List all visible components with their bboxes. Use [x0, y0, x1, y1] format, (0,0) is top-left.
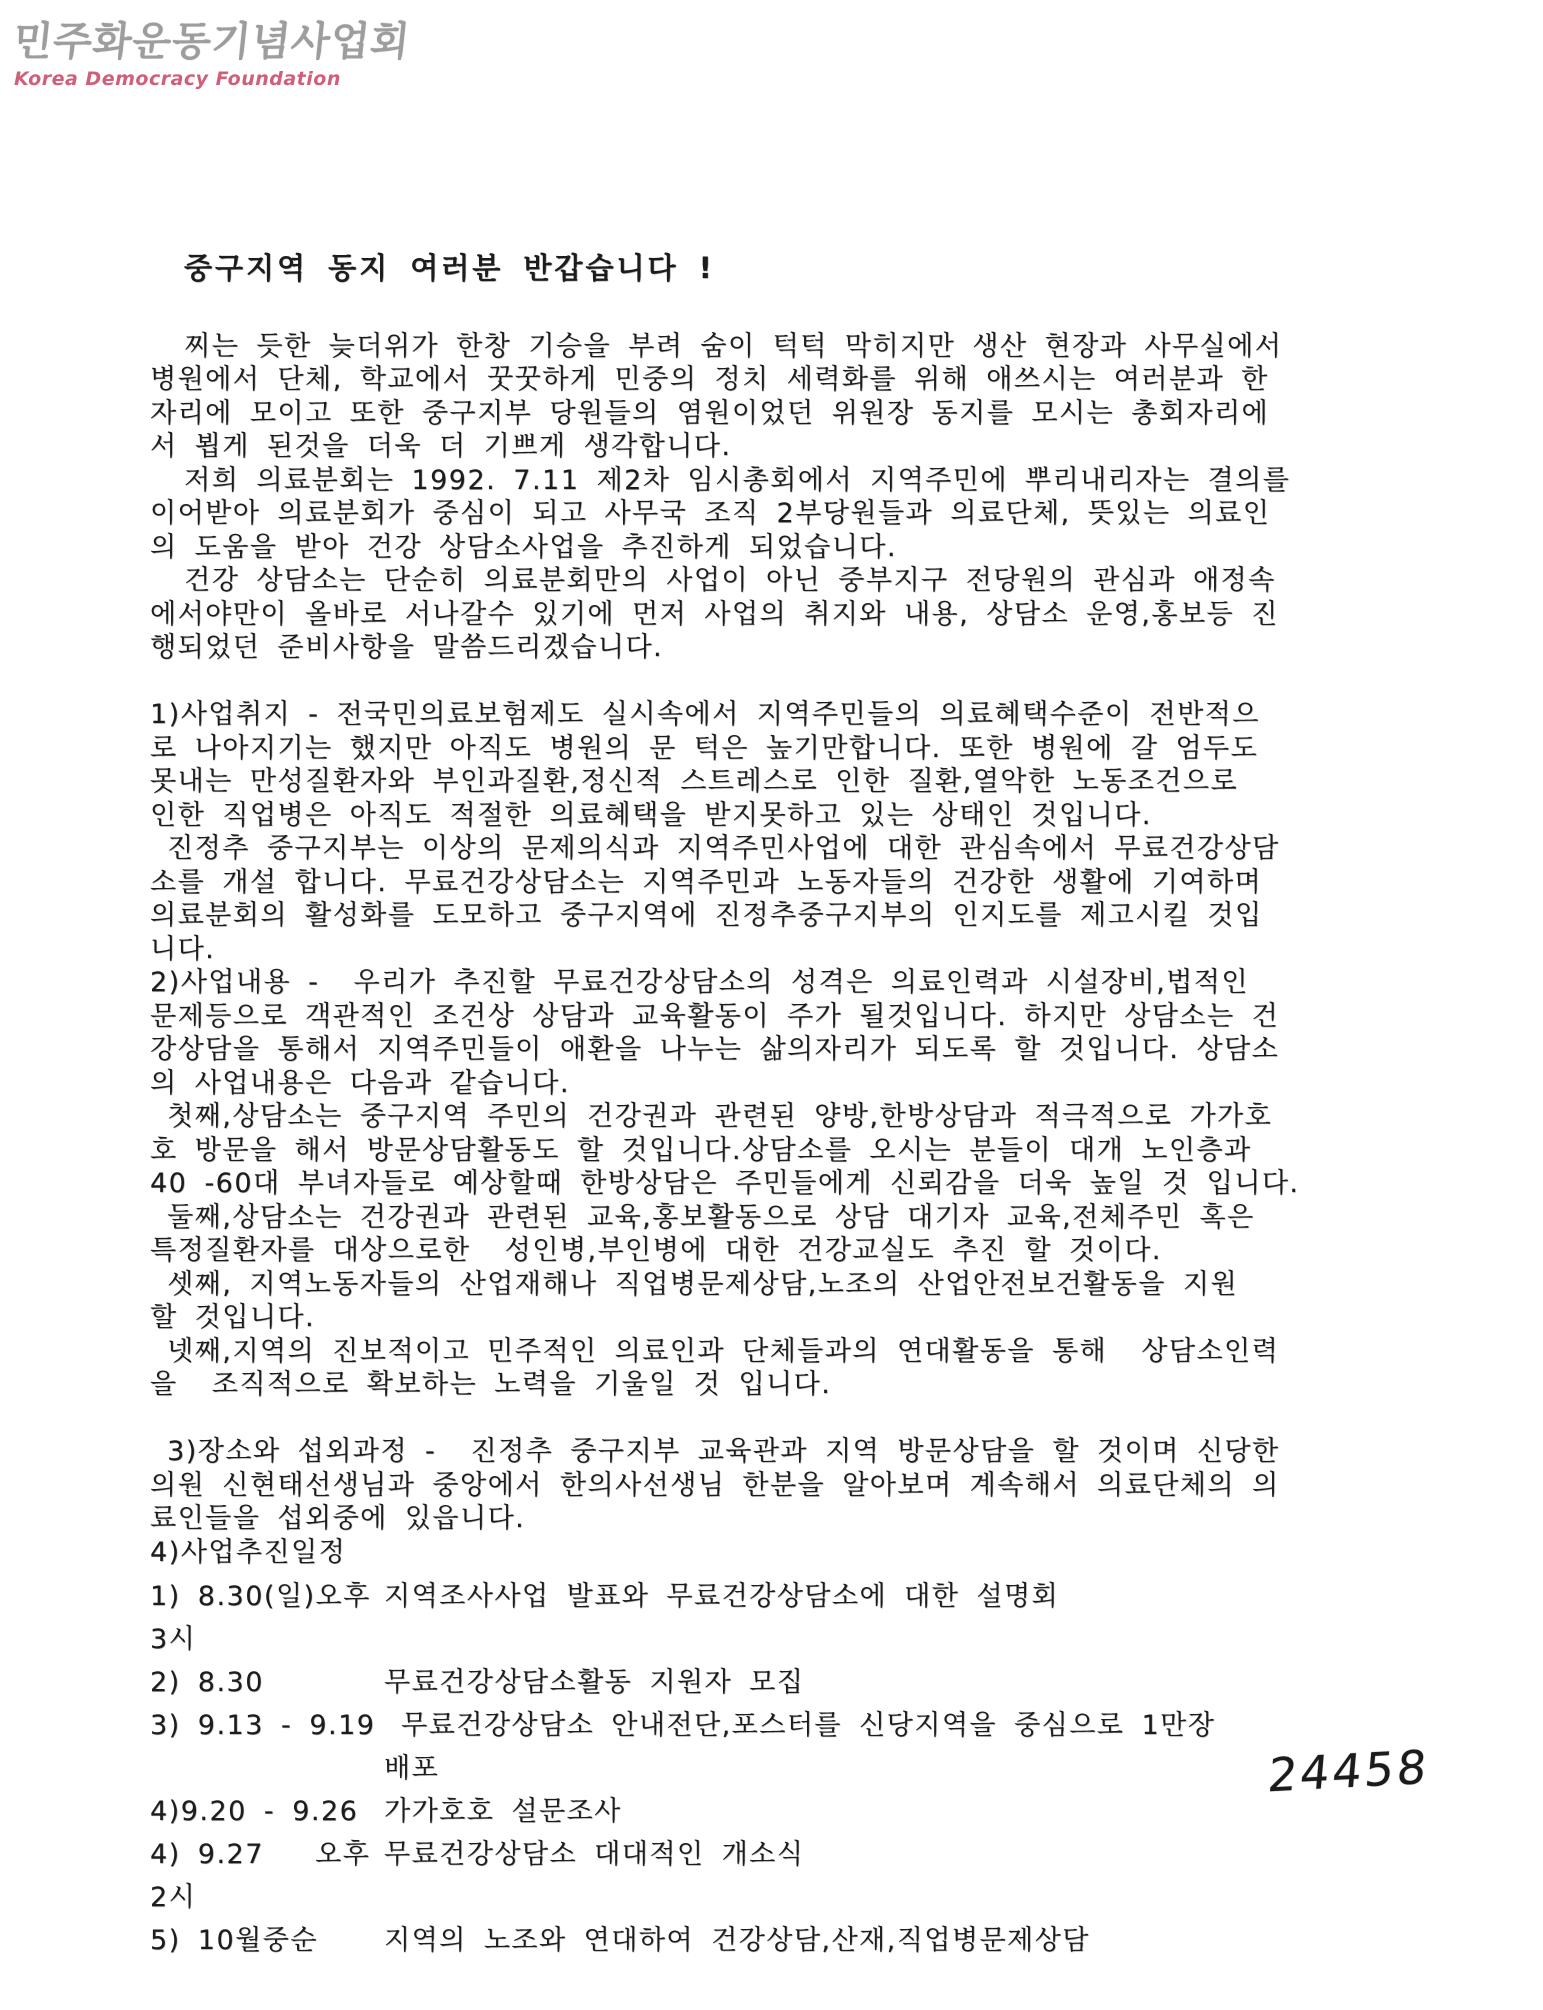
text-line: 특정질환자를 대상으로한 성인병,부인병에 대한 건강교실도 추진 할 것이다. [150, 1235, 1162, 1266]
schedule-row [150, 1790, 1418, 1833]
schedule-description: 무료건강상담소활동 지원자 모집 [384, 1667, 805, 1698]
text-line: 2)사업내용 - 우리가 추진할 무료건강상담소의 성격은 의료인력과 시설장비,법적인 [150, 967, 1249, 998]
text-line: 의 도움을 받아 건강 상담소사업을 추진하게 되었습니다. [150, 531, 897, 563]
text-line: 못내는 만성질환자와 부인과질환,정신적 스트레스로 인한 질환,열악한 노동조건으로 [150, 766, 1239, 797]
body-lines [150, 330, 1418, 1570]
schedule-description: 지역조사사업 발표와 무료건강상담소에 대한 설명회 [384, 1581, 1060, 1612]
text-line: 둘째,상담소는 건강권과 관련된 교육,홍보활동으로 상담 대기자 교육,전체주민 혹은 [150, 1201, 1255, 1233]
text-line: 에서야만이 올바로 서나갈수 있기에 먼저 사업의 취지와 내용, 상담소 운영,홍보등 진 [150, 598, 1279, 630]
text-line: 자리에 모이고 또한 중구지부 당원들의 염원이었던 위원장 동지를 모시는 총회자리에 [150, 397, 1270, 429]
document-title: 중구지역 동지 여러분 반갑습니다 ! [184, 251, 715, 285]
text-line: 이어받아 의료분회가 중심이 되고 사무국 조직 2부당원들과 의료단체, 뜻있는 의료인 [150, 498, 1271, 529]
schedule-date-label: 1) 8.30(일)오후3시 [150, 1581, 371, 1655]
text-line: 셋째, 지역노동자들의 산업재해나 직업병문제상담,노조의 산업안전보건활동을 지원 [150, 1268, 1239, 1300]
schedule-description: 지역의 노조와 연대하여 건강상담,산재,직업병문제상담 [384, 1925, 1090, 1956]
schedule-row [150, 1919, 1418, 1962]
text-line: 문제등으로 객관적인 조건상 상담과 교육활동이 주가 될것입니다. 하지만 상담소는 건 [150, 1000, 1280, 1032]
schedule-date-label [150, 1747, 384, 1790]
schedule-description: 무료건강상담소 대대적인 개소식 [384, 1839, 805, 1870]
schedule-row [150, 1833, 1418, 1919]
text-line: 소를 개설 합니다. 무료건강상담소는 지역주민과 노동자들의 건강한 생활에 기여하며 [150, 866, 1263, 898]
text-line: 인한 직업병은 아직도 적절한 의료혜택을 받지못하고 있는 상태인 것입니다. [150, 799, 1152, 831]
text-line: 행되었던 준비사항을 말씀드리겠습니다. [150, 632, 664, 663]
text-line: 1)사업취지 - 전국민의료보험제도 실시속에서 지역주민들의 의료혜택수준이 전반적으 [150, 699, 1260, 730]
schedule-date-label: 3) 9.13 - 9.19 [150, 1710, 376, 1741]
text-line: 4)사업추진일정 [150, 1536, 347, 1568]
text-line: 저희 의료분회는 1992. 7.11 제2차 임시총회에서 지역주민에 뿌리내리자는 결의를 [150, 464, 1291, 496]
text-line: 호 방문을 해서 방문상담활동도 할 것입니다.상담소를 오시는 분들이 대개 노인층과 [150, 1134, 1252, 1166]
handwritten-archive-number: 24458 [1265, 1739, 1432, 1803]
text-line: 로 나아지기는 했지만 아직도 병원의 문 턱은 높기만합니다. 또한 병원에 갈 엄두도 [150, 732, 1259, 764]
schedule-row [150, 1704, 1418, 1747]
schedule-date-label: 2) 8.30 [150, 1667, 264, 1698]
text-line: 첫째,상담소는 중구지역 주민의 건강권과 관련된 양방,한방상담과 적극적으로 가가호 [150, 1101, 1273, 1132]
schedule-date-label: 4) 9.27 오후2시 [150, 1839, 371, 1913]
schedule-description: 배포 [384, 1753, 440, 1784]
schedule-row [150, 1575, 1418, 1661]
schedule-date-label: 5) 10월중순 [150, 1925, 318, 1956]
schedule-description: 무료건강상담소 안내전단,포스터를 신당지역을 중심으로 1만장 [384, 1710, 1216, 1741]
text-line: 진정추 중구지부는 이상의 문제의식과 지역주민사업에 대한 관심속에서 무료건강상담 [150, 833, 1280, 864]
letterhead-logo [11, 10, 413, 90]
text-line: 료인들을 섭외중에 있읍니다. [150, 1503, 526, 1534]
logo-korean-calligraphy: 민주화운동기념사업회 [11, 18, 413, 65]
schedule-row [150, 1747, 1418, 1790]
text-line: 의 사업내용은 다음과 같습니다. [150, 1067, 570, 1099]
document-body [150, 252, 1418, 1962]
schedule-date-label: 4)9.20 - 9.26 [150, 1796, 359, 1827]
text-line: 3)장소와 섭외과정 - 진정추 중구지부 교육관과 지역 방문상담을 할 것이며 신당한 [150, 1436, 1280, 1467]
text-line: 의료분회의 활성화를 도모하고 중구지역에 진정추중구지부의 인지도를 제고시킬 것입 [150, 900, 1263, 931]
text-line: 찌는 듯한 늦더위가 한창 기승을 부려 숨이 턱턱 막히지만 생산 현장과 사무실에서 [150, 330, 1283, 362]
text-line: 할 것입니다. [150, 1302, 316, 1333]
schedule-list [150, 1575, 1418, 1962]
text-line: 건강 상담소는 단순히 의료분회만의 사업이 아닌 중부지구 전당원의 관심과 애정속 [150, 565, 1276, 596]
schedule-row [150, 1661, 1418, 1704]
text-line: 을 조직적으로 확보하는 노력을 기울일 것 입니다. [150, 1369, 832, 1400]
text-line [150, 1402, 1418, 1436]
text-line: 강상담을 통해서 지역주민들이 애환을 나누는 삶의자리가 되도록 할 것입니다. 상담소 [150, 1034, 1280, 1065]
schedule-description: 가가호호 설문조사 [384, 1796, 622, 1827]
text-line: 서 뵙게 된것을 더욱 더 기쁘게 생각합니다. [150, 431, 732, 462]
text-line [150, 665, 1418, 699]
text-line: 니다. [150, 933, 216, 965]
text-line: 40 -60대 부녀자들로 예상할때 한방상담은 주민들에게 신뢰감을 더욱 높일 것 입니다. [150, 1168, 1300, 1199]
text-line: 의원 신현태선생님과 중앙에서 한의사선생님 한분을 알아보며 계속해서 의료단체의 의 [150, 1469, 1280, 1501]
text-line: 병원에서 단체, 학교에서 꿋꿋하게 민중의 정치 세력화를 위해 애쓰시는 여러분과 한 [150, 364, 1269, 395]
logo-english-text: Korea Democracy Foundation [14, 68, 341, 90]
text-line: 넷째,지역의 진보적이고 민주적인 의료인과 단체들과의 연대활동을 통해 상담소인력 [150, 1335, 1280, 1367]
